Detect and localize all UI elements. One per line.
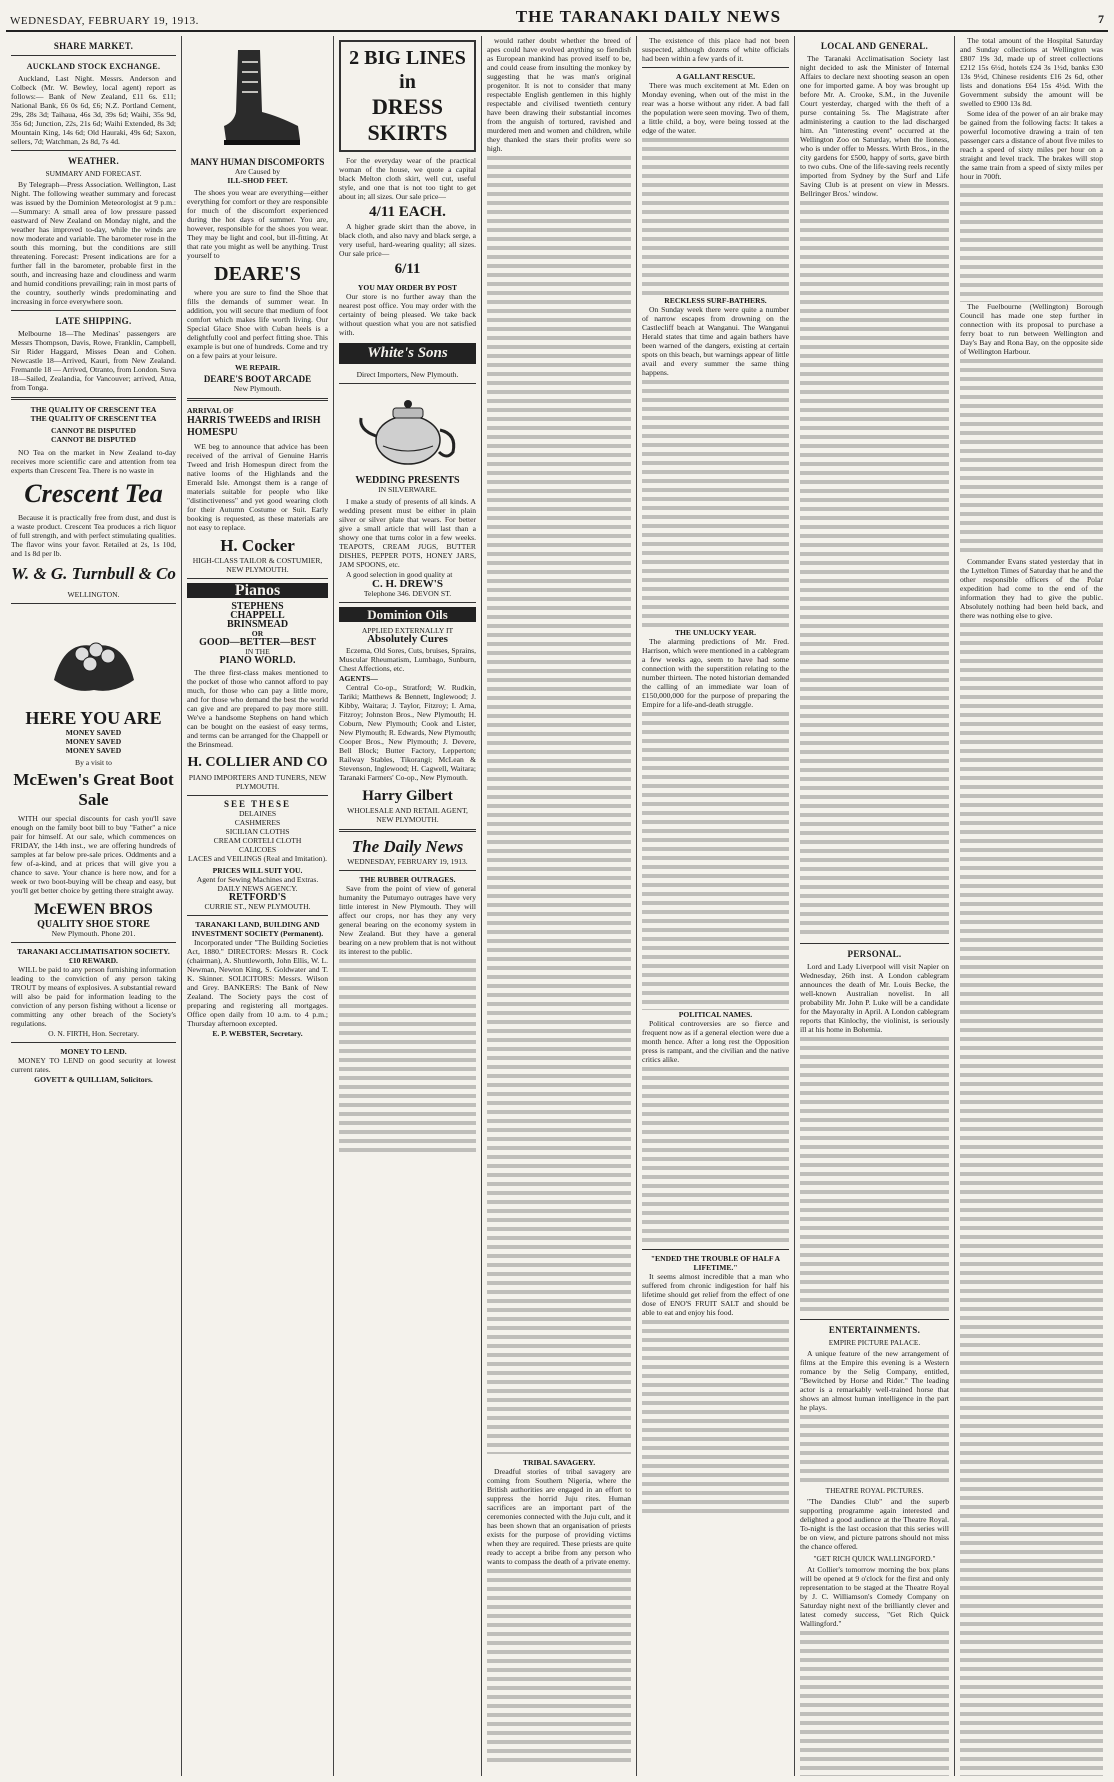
- hands-with-coins-illustration: [34, 610, 154, 702]
- fabric-item: CASHMERES: [234, 818, 281, 827]
- shipping-heading: LATE SHIPPING.: [55, 316, 132, 326]
- empire-body: A unique feature of the new arrangement of films at the Empire this evening is a Western romance by the Selig Company, entitled, "Bewitched by Horse and Rider." The leading actor is a remarkably well-trained horse that shows an almost human intelligence in the part he plays.: [800, 1349, 949, 1412]
- piano-body: The three first-class makes mentioned to the pocket of those who cannot afford to pay much, for those who can pay a little more, and for those who demand the best the world can give and are prepared to pay more still. We've a handsome Stephens on hand which can be bought on the easiest of easy terms, and terms can be arranged for the Chappell or the Brinsmead.: [187, 668, 328, 749]
- see-these: SEE THESE: [223, 799, 292, 809]
- column-7: [955, 36, 1108, 1776]
- skirt-price-2: 6/11: [394, 261, 421, 277]
- harris-body: WE beg to announce that advice has been received of the arrival of Genuine Harris Tweed and Irish Homespun direct from the native looms of the Highlands and the Emerald Isle. Amongst them is a range of materials suitable for people who like "distinctiveness" and yet good wearing cloth for their Autumn Costume or Suit. Early booking is requested, as these materials are not easy to replace.: [187, 442, 328, 532]
- fabric-item: CALICOES: [238, 845, 277, 854]
- gilbert-subtitle: WHOLESALE AND RETAIL AGENT, NEW PLYMOUTH.: [347, 806, 468, 824]
- piano-world: PIANO WORLD.: [219, 655, 296, 666]
- fabric-item: DELAINES: [238, 809, 277, 818]
- piano-make: STEPHENS: [231, 601, 284, 612]
- mcewen-sale-heading: McEwen's Great Boot Sale: [13, 770, 174, 809]
- divider: [187, 578, 328, 579]
- divider: [800, 1319, 949, 1320]
- order-body: Our store is no further away than the nearest post office. You may order with the certainty of being pleased. We take back without question what you are not satisfied with.: [339, 292, 476, 337]
- article-text-block: [339, 957, 476, 1157]
- land-society-heading: TARANAKI LAND, BUILDING AND INVESTMENT SOCIETY (Permanent).: [191, 920, 324, 938]
- drews-name: C. H. DREW'S: [372, 578, 443, 590]
- divider: [11, 310, 176, 311]
- reckless-bathers-heading: RECKLESS SURF-BATHERS.: [664, 296, 767, 305]
- good-better-best: GOOD—BETTER—BEST: [199, 637, 316, 648]
- land-society-body: Incorporated under "The Building Societies Act, 1880." DIRECTORS: Messrs R. Cock (chairman), A. Shuttleworth, John Ellis, W. L. Newman, Newton King, S. Goldwater and T. K. Skinner. SOLICITORS: Messrs. Wilson and Grey. BANKERS: The Bank of New Zealand. The Society pays the cost of preparing and registering all mortgages. Office open daily from 10 a.m. to 4 p.m.; Thursday afternoon excepted.: [187, 938, 328, 1028]
- divider: [339, 602, 476, 603]
- article-text-block: [642, 1318, 789, 1518]
- auckland-report: Auckland, Last Night. Messrs. Anderson and Colbeck (Mr. W. Bewley, local agent) report as follows:— Bank of New Zealand, £11 6s. £11; National Bank, £6 0s 6d, £6; N.Z. Portland Cement, 29s, 28s 3d; Taihaua, 46s 3d, 39s 6d; Waihi, 35s 9d, 35s 6d; Junction, 22s, 21s 6d; Waihi Extended, 8s 3d; Mountain King, 14s 6d; Old Hauraki, 49s 6d; Saxon, sellers, 7d; Watchman, 2s 8d, 7s 4d.: [11, 74, 176, 146]
- empire-subheading: EMPIRE PICTURE PALACE.: [828, 1338, 921, 1347]
- divider: [339, 383, 476, 384]
- webster-signature: E. P. WEBSTER, Secretary.: [212, 1029, 303, 1038]
- absolutely-cures: Absolutely Cures: [367, 633, 448, 645]
- auckland-heading: AUCKLAND STOCK EXCHANGE.: [26, 62, 161, 71]
- gallant-rescue-body: There was much excitement at Mt. Eden on Monday evening, when out of the mist in the rear was a horse without any rider. A bad fall the population were seen moving. Two of them, a little child, a boy, were being tossed at the edge of the water.: [642, 81, 789, 135]
- unlucky-year-heading: THE UNLUCKY YEAR.: [674, 628, 757, 637]
- divider: [642, 67, 789, 68]
- divider: [11, 603, 176, 604]
- human-discomforts-heading: MANY HUMAN DISCOMFORTS: [190, 157, 325, 167]
- weather-subheading: SUMMARY AND FORECAST.: [45, 169, 142, 178]
- we-repair: WE REPAIR.: [234, 363, 280, 372]
- ferry-boat-item: The Fuelbourne (Wellington) Borough Council has made one step further in connection with its proposal to purchase a ferry boat to run between Wellington and Day's Bay and Rona Bay, on the opposite side of Wellington Harbour.: [960, 302, 1103, 356]
- article-text-block: [800, 1413, 949, 1483]
- reckless-bathers-body: On Sunday week there were quite a number of narrow escapes from drowning on the Castlecliff beach at Wanganui. The Wanganui Herald states that time and again bathers have been warned of the dangers, existing at certain spots on this beach, but warnings appear of little avail and every summer the same thing happens.: [642, 305, 789, 377]
- money-saved-line: MONEY SAVED: [65, 737, 122, 746]
- or-label: OR: [251, 629, 264, 638]
- article-text-block: [642, 710, 789, 1010]
- agent-line: Agent for Sewing Machines and Extras.: [196, 875, 319, 884]
- arrival-label: ARRIVAL OF: [187, 406, 234, 415]
- crescent-tea-logo: Crescent Tea: [24, 479, 163, 508]
- teapot-illustration: [353, 390, 463, 470]
- article-text-block: [800, 1035, 949, 1315]
- get-rich-quick-body: At Collier's tomorrow morning the box plans will be opened at 9 o'clock for the first and only representation to be staged at the Theatre Royal by J. C. Williamson's Comedy Company on Saturday night next of the brilliantly clever and latest comedy success, "Get Rich Quick Wallingford.": [800, 1565, 949, 1628]
- crescent-quality-line: THE QUALITY OF CRESCENT TEA: [30, 414, 157, 423]
- crescent-quality-line: THE QUALITY OF CRESCENT TEA: [30, 405, 157, 414]
- divider: [800, 943, 949, 944]
- daily-news-title: The Daily News: [351, 837, 464, 856]
- crescent-body-2: Because it is practically free from dust, and dust is a waste product. Crescent Tea produces a rich liquor of full strength, and with perfect stimulating qualities. The flavor wins your favor. Retailed at 2s, 1s 10d, and 1s 8d per lb.: [11, 513, 176, 558]
- in-the-label: IN THE: [245, 647, 270, 656]
- divider: [339, 829, 476, 832]
- tribal-savagery-body: Dreadful stories of tribal savagery are coming from Southern Nigeria, where the British authorities are engaged in an effort to suppress the horrid Juju rites. Human sacrifices are an important part of the ceremonies connected with the Juju cult, and it has been shown that an organisation of priests exists for the purpose of providing victims when they are required. These priests are quite ready to accept a bribe from any person who wants to compass the death of a private enemy.: [487, 1467, 631, 1566]
- divider: [187, 915, 328, 916]
- acclimatisation-signature: O. N. FIRTH, Hon. Secretary.: [48, 1029, 139, 1038]
- column-3: [334, 36, 482, 1776]
- collier-name: H. COLLIER AND CO: [187, 755, 328, 770]
- drews-address: Telephone 346. DEVON ST.: [363, 589, 452, 598]
- masthead-date: WEDNESDAY, FEBRUARY 19, 1913.: [10, 15, 199, 27]
- cocker-subtitle: HIGH-CLASS TAILOR & COSTUMIER, NEW PLYMOUTH.: [192, 556, 323, 574]
- divider: [11, 1042, 176, 1043]
- weather-heading: WEATHER.: [68, 156, 119, 166]
- turnbull-name: W. & G. Turnbull & Co: [11, 564, 176, 583]
- divider: [11, 150, 176, 151]
- political-names-heading: POLITICAL NAMES.: [678, 1010, 753, 1019]
- piano-make: BRINSMEAD: [226, 619, 289, 630]
- deares-body: where you are sure to find the Shoe that fills the demands of summer wear. In addition, you will secure that medium of foot comfort which makes life worth living. Our Special Glace Shoe with Cuban heels is a delightfully cool and perfect fitting shoe. This example is but one of hundreds. Come and try on a few pairs at your leisure.: [187, 288, 328, 360]
- prices-suit: PRICES WILL SUIT YOU.: [212, 866, 303, 875]
- air-brake-item: Some idea of the power of an air brake may be gained from the following facts: It takes a powerful locomotive drawing a train of ten passenger cars a distance of about five miles to reach a speed of sixty miles per hour on a straight and level track. The brakes will stop the same train from a speed of sixty miles per hour in 700ft.: [960, 109, 1103, 181]
- dominion-body: Eczema, Old Sores, Cuts, bruises, Sprains, Muscular Rheumatism, Lumbago, Sunburn, Chest Affections, etc.: [339, 646, 476, 673]
- column-1: [6, 36, 182, 1776]
- dominion-oils-banner: Dominion Oils: [339, 607, 476, 622]
- juju-continued: The existence of this place had not been suspected, although dozens of white officials had been within a few yards of it.: [642, 36, 789, 63]
- article-text-block: [960, 621, 1103, 1776]
- deares-location: New Plymouth.: [233, 384, 282, 393]
- get-rich-quick-subheading: "GET RICH QUICK WALLINGFORD.": [813, 1554, 936, 1563]
- rubber-outrages-body: Save from the point of view of general humanity the Putumayo outrages have very little interest in New Plymouth. They will affect our crops, nor has they any very general bearing on the economy system in New Zealand. But they have a general bearing on a new problem that is not without its interest to the public.: [339, 884, 476, 956]
- money-saved-line: MONEY SAVED: [65, 728, 122, 737]
- unlucky-year-body: The alarming predictions of Mr. Fred. Harrison, which were mentioned in a cablegram a few weeks ago, seem to have had some connection with the superstition relating to the number thirteen. The noted historian demanded the calling of an immediate war loan of £150,000,000 for the purpose of preparing the Empire for a life-and-death struggle.: [642, 637, 789, 709]
- govett-quilliam: GOVETT & QUILLIAM, Solicitors.: [34, 1075, 153, 1084]
- retfords-name: RETFORD'S: [228, 892, 287, 903]
- article-text-block: [800, 1629, 949, 1776]
- divider: [11, 942, 176, 943]
- dress-skirts-ad: [339, 40, 476, 152]
- applied-externally: APPLIED EXTERNALLY IT: [361, 626, 454, 635]
- dress-skirts-heading: DRESS SKIRTS: [367, 94, 448, 145]
- masthead-title: THE TARANAKI DAILY NEWS: [515, 7, 782, 26]
- theatre-royal-subheading: THEATRE ROYAL PICTURES.: [825, 1486, 924, 1495]
- fabric-item: SICILIAN CLOTHS: [225, 827, 290, 836]
- whites-sons-logo: White's Sons: [339, 343, 476, 364]
- masthead: [6, 6, 1108, 32]
- wedding-body: I make a study of presents of all kinds. A wedding present must be either in plain silver or silver plate that wears. For better give a small article that will last than a showy one that turns color in a few weeks. TEAPOTS, CREAM JUGS, BUTTER DISHES, PEPPER POTS, HONEY JARS, JAM SPOONS, etc.: [339, 497, 476, 569]
- column-4: [482, 36, 637, 1776]
- crescent-disputed-line: CANNOT BE DISPUTED: [50, 426, 137, 435]
- money-saved-line: MONEY SAVED: [65, 746, 122, 755]
- acclimatisation-body: WILL be paid to any person furnishing information leading to the conviction of any person taking TROUT by means of explosives. A substantial reward will also be paid for information leading to the conviction of any person fishing without a license or committing any other breach of the Society's regulations.: [11, 965, 176, 1028]
- column-5: [637, 36, 795, 1776]
- turnbull-location: WELLINGTON.: [67, 590, 120, 599]
- local-general-heading: LOCAL AND GENERAL.: [820, 41, 929, 51]
- acclimatisation-heading: TARANAKI ACCLIMATISATION SOCIETY.: [17, 947, 170, 956]
- order-by-post: YOU MAY ORDER BY POST: [357, 283, 458, 292]
- collier-subtitle: PIANO IMPORTERS AND TUNERS, NEW PLYMOUTH.: [188, 773, 327, 791]
- big-lines-heading: 2 BIG LINES in: [349, 47, 466, 93]
- skirt-price-1: 4/11 EACH.: [369, 204, 446, 220]
- editorial-continued: would rather doubt whether the breed of apes could have evolved anything so fiendish as European mankind has proved itself to be, and could cease from insulting the monkey by suggesting that he was man's original progenitor. It is not to consider that many respectable English gentlemen in this highly respectable and civilised twentieth century have been drawing their substantial incomes from the anguish of tortured, ravished and murdered men and women and children, while they thanked the stars their profits were so high.: [487, 36, 631, 153]
- columns: [6, 36, 1108, 1776]
- mcewen-shoe-store: QUALITY SHOE STORE: [37, 919, 150, 930]
- divider: [339, 870, 476, 871]
- good-selection: A good selection in good quality at: [346, 570, 453, 579]
- article-text-block: [487, 154, 631, 1454]
- by-visit: By a visit to: [75, 758, 112, 767]
- share-market-heading: SHARE MARKET.: [53, 41, 134, 51]
- theatre-royal-body: "The Dandies Club" and the superb supporting programme again interested and delighted a good audience at the Theatre Royal. To-night is the last occasion that this series will be on view, and picture patrons should not miss the chance offered.: [800, 1497, 949, 1551]
- daily-news-agency: DAILY NEWS AGENCY.: [217, 884, 298, 893]
- wedding-presents-heading: WEDDING PRESENTS: [355, 475, 460, 486]
- retfords-address: CURRIE ST., NEW PLYMOUTH.: [204, 902, 311, 911]
- harry-gilbert: Harry Gilbert: [362, 788, 453, 804]
- ill-shod-feet: ILL-SHOD FEET.: [227, 176, 288, 185]
- column-6: [795, 36, 955, 1776]
- acclimatisation-reward: £10 REWARD.: [69, 956, 118, 965]
- divider: [187, 398, 328, 401]
- crescent-disputed-line: CANNOT BE DISPUTED: [50, 435, 137, 444]
- mcewen-body: WITH our special discounts for cash you'll save enough on the family boot bill to buy "Father" a nice pair for himself. At our sale, which commences on FRIDAY, the 14th inst., we are offering hundreds of samples at far below pre-sale prices. Oddments and a few of-a-kind, and at prices that will give you a chance to save. Your chance is here now, and for a week or two boot-buying will be cheap and easy, but you'll get better choice by getting there straight away.: [11, 814, 176, 895]
- boot-illustration: [208, 42, 308, 152]
- local-general-body: The Taranaki Acclimatisation Society last night decided to ask the Minister of Internal Affairs to declare next shooting season an open one for imported game. A boy was brought up before Mr. A. Crooke, S.M., in the Juvenile Court yesterday, charged with the theft of a purse containing 5s. The Magistrate after administering a caution to the lad discharged him. An "interesting event" occurred at the Wellington Zoo on Saturday, when the lioness, who is under offer to Messrs. Wirth Bros., in the city gardens for £500, happy of sorts, gave birth to two cubs. One of the life-saving reels recently imported from Sydney by the Surf and Life Saving Club is at present on view in Messrs. Bellringer Bros.' window.: [800, 54, 949, 198]
- ended-trouble-heading: "ENDED THE TROUBLE OF HALF A LIFETIME.": [650, 1254, 781, 1272]
- divider: [11, 397, 176, 400]
- article-text-block: [960, 182, 1103, 302]
- article-text-block: [487, 1567, 631, 1767]
- article-text-block: [960, 357, 1103, 557]
- whites-subtitle: Direct Importers, New Plymouth.: [356, 370, 459, 379]
- piano-make: CHAPPELL: [230, 610, 285, 621]
- money-to-lend-heading: MONEY TO LEND.: [60, 1047, 127, 1056]
- pianos-banner: Pianos: [187, 583, 328, 598]
- divider: [642, 1249, 789, 1250]
- divider: [187, 795, 328, 796]
- mcewen-address: New Plymouth. Phone 201.: [51, 929, 136, 938]
- cocker-name: H. Cocker: [220, 536, 295, 555]
- divider: [11, 55, 176, 56]
- deares-boot-arcade: DEARE'S BOOT ARCADE: [203, 374, 312, 384]
- caused-by: Are Caused by: [234, 167, 281, 176]
- fabric-item: LACES and VEILINGS (Real and Imitation).: [187, 854, 328, 863]
- tribal-savagery-heading: TRIBAL SAVAGERY.: [522, 1458, 596, 1467]
- column-2: [182, 36, 334, 1776]
- weather-report: By Telegraph—Press Association. Wellington, Last Night. The following weather summary and forecast was issued by the Dominion Meteorologist at 9 p.m.:—Summary: A small area of low pressure passed eastward of New Zealand on Monday night, and the weather has improved to-day, while the winds are now moderate and variable. The barometer rose in the south this morning, but the conditions are still threatening. Forecast: Present indications are for a further fall in the barometer, probable first in the south, and increasing haze and cloudiness and warm and humid conditions prevailing; rain in most parts of the country, southerly winds predominating and increasing in force everywhere soon.: [11, 180, 176, 306]
- rubber-outrages-heading: THE RUBBER OUTRAGES.: [359, 875, 456, 884]
- personal-body: Lord and Lady Liverpool will visit Napier on Wednesday, 26th inst. A London cablegram announces the death of Mr. Louis Becke, the well-known Australian novelist. In all probability Mr. John P. Luke will be a candidate for the Mayoralty in April. A London cablegram reports that Kinlochy, the violinist, is seriously ill at his home in Bohemia.: [800, 962, 949, 1034]
- shoe-body: The shoes you wear are everything—either everything for comfort or they are responsible for much of the discomfort experienced during the hot days of summer. You are, however, responsible for the shoes you wear. They may be light and cool, but ill-fitting. At that rate you might as well be anything. Trust yourself to: [187, 188, 328, 260]
- article-text-block: [800, 199, 949, 939]
- fabric-item: CREAM CORTELI CLOTH: [213, 836, 302, 845]
- agents-list: Central Co-op., Stratford; W. Rudkin, Tariki; Matthews & Bennett, Inglewood; J. Kibby, Waitara; J. Taylor, Fitzroy; I. Arna, Fitzroy; Johnston Bros., New Plymouth; H. Coburn, New Plymouth; Cook and Lister, New Plymouth; R. Edwards, New Plymouth; Cooper Bros., New Plymouth; J. Devere, Bell Block; Butter Factory, Lepperton; Railway Stables, Tikorangi; McLean & Stevenson, Inglewood; H. Cagwell, Waitara; Taranaki Farmers' Co-op., New Plymouth.: [339, 683, 476, 782]
- article-text-block: [642, 136, 789, 296]
- page-number: 7: [1098, 12, 1104, 26]
- skirt-line-2: A higher grade skirt than the above, in black cloth, and also navy and black serge, a very useful, hard-wearing quality; all sizes. Our sale price—: [339, 222, 476, 258]
- ended-trouble-body: It seems almost incredible that a man who suffered from chronic indigestion for half his lifetime should get relief from the effect of one dose of ENO'S FRUIT SALT and should be able to eat and enjoy his food.: [642, 1272, 789, 1317]
- gallant-rescue-heading: A GALLANT RESCUE.: [676, 72, 755, 81]
- harris-tweeds-heading: HARRIS TWEEDS and IRISH HOMESPU: [187, 415, 321, 438]
- money-to-lend-body: MONEY TO LEND on good security at lowest current rates.: [11, 1056, 176, 1074]
- entertainments-heading: ENTERTAINMENTS.: [828, 1325, 921, 1335]
- skirt-line-1: For the everyday wear of the practical woman of the house, we quote a capital black Melton cloth skirt, well cut, useful style, and one that is not too tight to get about in; all sizes. Our sale price—: [339, 156, 476, 201]
- political-names-body: Political controversies are so fierce and frequent now as if a general election were due a month hence. After a long rest the Opposition press is rampant, and the civilian and the native critics alike.: [642, 1019, 789, 1064]
- shipping-report: Melbourne 18—The Medinas' passengers are Messrs Thompson, Davis, Rowe, Franklin, Campbell, Sir Rider Haggard, Misses Dean and Cohen. Newcastle 18—Arrived, Kauri, from New Zealand. Fremantle 18 — Arrived, Otranto, from London. Suva 18—Sailed, Zealandia, for Vancouver; arrived, Atua, from Tonga.: [11, 329, 176, 392]
- crescent-body: NO Tea on the market in New Zealand to-day receives more scientific care and attention from tea experts than Crescent Tea. There is no waste in: [11, 448, 176, 475]
- in-silverware: IN SILVERWARE.: [378, 485, 437, 494]
- personal-heading: PERSONAL.: [847, 949, 902, 959]
- deares-name: DEARE'S: [214, 263, 301, 285]
- polar-expedition-item: Commander Evans stated yesterday that in the Lyttelton Times of Saturday that he and the other responsible officers of the Polar expedition had come to the end of the information they had to give the public. Absolutely nothing had been held back, and there was nothing else to give.: [960, 557, 1103, 620]
- agents-label: AGENTS—: [339, 674, 378, 683]
- hospital-collections: The total amount of the Hospital Saturday and Sunday collections at Wellington was £807 19s 3d, made up of street collections £212 15s 6½d, hotels £24 3s 1½d, banks £30 13s 9½d, Chinese residents £16 2s 6d, other lists and donations £64 15s 4½d. With the Government subsidy the amount will be swelled to £900 13s 8d.: [960, 36, 1103, 108]
- article-text-block: [642, 378, 789, 628]
- mcewen-bros: McEWEN BROS: [34, 901, 153, 918]
- article-text-block: [642, 1065, 789, 1245]
- daily-news-date: WEDNESDAY, FEBRUARY 19, 1913.: [347, 857, 468, 866]
- here-you-are: HERE YOU ARE: [25, 708, 162, 728]
